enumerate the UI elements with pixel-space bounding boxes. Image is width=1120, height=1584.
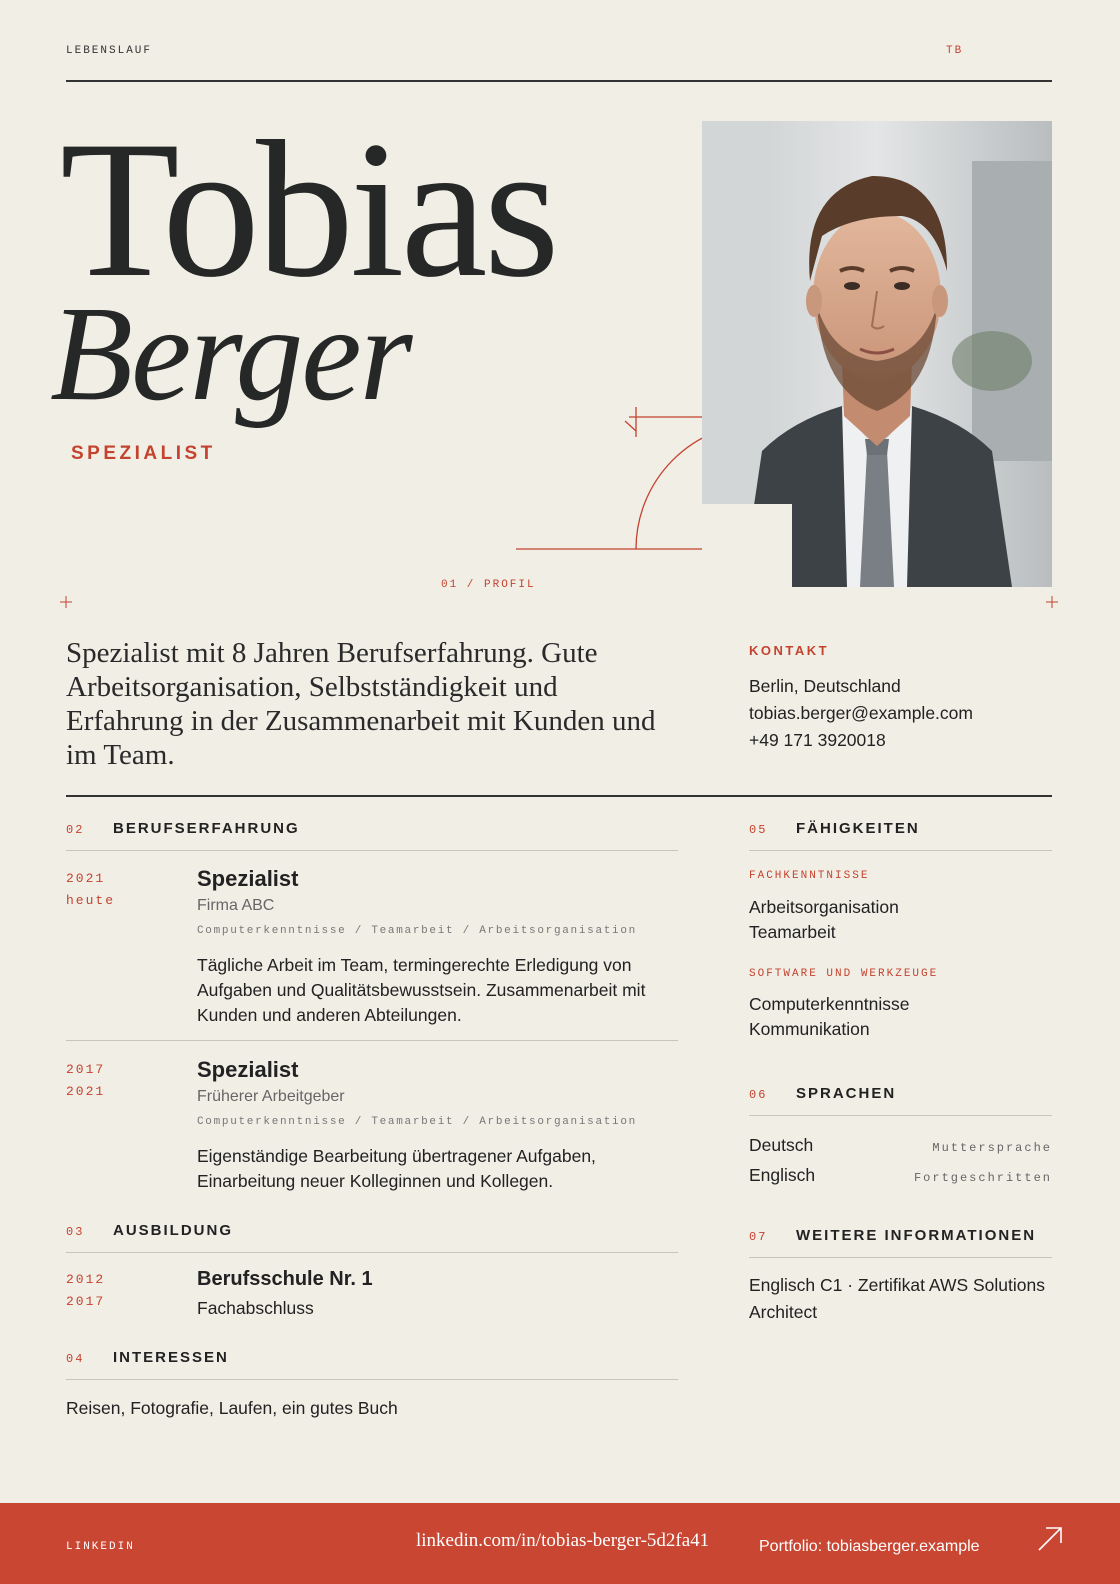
skill-group-label: SOFTWARE UND WERKZEUGE <box>749 968 939 980</box>
job-description: Eigenständige Bearbeitung übertragener Aufgaben, Einarbeitung neuer Kolleginnen und Kollegen. <box>197 1146 596 1191</box>
skill-group-label: FACHKENNTNISSE <box>749 870 870 882</box>
section-number: 03 <box>66 1225 85 1239</box>
job-details <box>197 1055 677 1194</box>
interests-heading <box>66 1349 229 1366</box>
job-company: Firma ABC <box>197 897 275 914</box>
job-start-year: 2017 <box>66 1062 106 1077</box>
first-name: Tobias <box>60 101 556 318</box>
education-start-year: 2012 <box>66 1272 106 1287</box>
header-divider <box>66 80 1052 82</box>
job-dates <box>66 868 115 912</box>
footer-linkedin-label: LINKEDIN <box>66 1541 135 1553</box>
school-name: Berufsschule Nr. 1 <box>197 1268 373 1290</box>
deco-tick-slash <box>625 421 636 431</box>
job-details <box>197 864 677 1028</box>
experience-rule <box>66 850 678 851</box>
contact-email[interactable]: tobias.berger@example.com <box>749 703 973 723</box>
skills-rule <box>749 850 1052 851</box>
section-number: 02 <box>66 823 85 837</box>
job-title: Spezialist <box>197 1057 299 1082</box>
last-name: Berger <box>50 279 411 429</box>
more-info-text: Englisch C1 · Zertifikat AWS Solutions Architect <box>749 1275 1045 1322</box>
section-title: AUSBILDUNG <box>113 1222 233 1239</box>
language-level: Fortgeschritten <box>913 1171 1052 1185</box>
language-row <box>749 1165 1052 1186</box>
skills-heading <box>749 820 920 837</box>
job-role: SPEZIALIST <box>71 443 216 464</box>
languages-rule <box>749 1115 1052 1116</box>
language-level: Muttersprache <box>932 1141 1052 1155</box>
more-info-rule <box>749 1257 1052 1258</box>
contact-details <box>749 673 973 754</box>
job-company: Früherer Arbeitgeber <box>197 1088 345 1105</box>
skill-item: Teamarbeit <box>749 922 836 942</box>
portfolio-link[interactable]: Portfolio: tobiasberger.example <box>759 1538 980 1555</box>
job-description: Tägliche Arbeit im Team, termingerechte Erledigung von Aufgaben und Qualitätsbewusstsein. Zusammenarbeit mit Kunden und anderen Abteilungen. <box>197 955 646 1025</box>
experience-heading <box>66 820 300 837</box>
section-title: SPRACHEN <box>796 1085 897 1102</box>
job-dates <box>66 1059 105 1103</box>
document-label: LEBENSLAUF <box>66 45 153 57</box>
more-info-heading <box>749 1227 1036 1244</box>
job-start-year: 2021 <box>66 871 106 886</box>
footer-bar <box>0 1503 1120 1584</box>
profile-summary: Spezialist mit 8 Jahren Berufserfahrung. Gute Arbeitsorganisation, Selbstständigkeit und Erfahrung in der Zusammenarbeit mit Kunden und im Team. <box>66 637 656 771</box>
job-title: Spezialist <box>197 866 299 891</box>
section-number: 06 <box>749 1088 768 1102</box>
contact-location: Berlin, Deutschland <box>749 676 901 696</box>
languages-heading <box>749 1085 896 1102</box>
job-end-year: heute <box>66 893 116 908</box>
section-number: 05 <box>749 823 768 837</box>
section-title: FÄHIGKEITEN <box>796 820 920 837</box>
arrow-up-right-icon[interactable] <box>1036 1525 1064 1553</box>
section-divider <box>66 795 1052 797</box>
skill-list <box>749 992 910 1042</box>
language-row <box>749 1135 1052 1156</box>
job-tags: Computerkenntnisse / Teamarbeit / Arbeitsorganisation <box>197 1116 637 1128</box>
contact-heading: KONTAKT <box>749 643 830 658</box>
education-details <box>197 1265 677 1320</box>
education-heading <box>66 1222 233 1239</box>
contact-phone[interactable]: +49 171 3920018 <box>749 730 886 750</box>
degree-name: Fachabschluss <box>197 1298 314 1318</box>
job-end-year: 2021 <box>66 1084 106 1099</box>
linkedin-link[interactable]: linkedin.com/in/tobias-berger-5d2fa41 <box>416 1530 710 1551</box>
profile-section-label: 01 / PROFIL <box>441 579 536 591</box>
job-divider <box>66 1040 678 1041</box>
section-title: WEITERE INFORMATIONEN <box>796 1227 1037 1244</box>
interests-rule <box>66 1379 678 1380</box>
section-title: INTERESSEN <box>113 1349 229 1366</box>
section-title: BERUFSERFAHRUNG <box>113 820 300 837</box>
skill-item: Kommunikation <box>749 1019 870 1039</box>
interests-text: Reisen, Fotografie, Laufen, ein gutes Buch <box>66 1398 398 1418</box>
education-dates <box>66 1269 105 1313</box>
language-name: Deutsch <box>749 1135 814 1155</box>
education-end-year: 2017 <box>66 1294 106 1309</box>
education-rule <box>66 1252 678 1253</box>
language-name: Englisch <box>749 1165 816 1185</box>
initials-mark: TB <box>946 45 964 57</box>
skill-item: Arbeitsorganisation <box>749 897 899 917</box>
job-tags: Computerkenntnisse / Teamarbeit / Arbeitsorganisation <box>197 925 637 937</box>
section-number: 04 <box>66 1352 85 1366</box>
section-number: 07 <box>749 1230 768 1244</box>
photo-notch <box>702 504 792 588</box>
skill-item: Computerkenntnisse <box>749 994 910 1014</box>
skill-list <box>749 895 899 945</box>
